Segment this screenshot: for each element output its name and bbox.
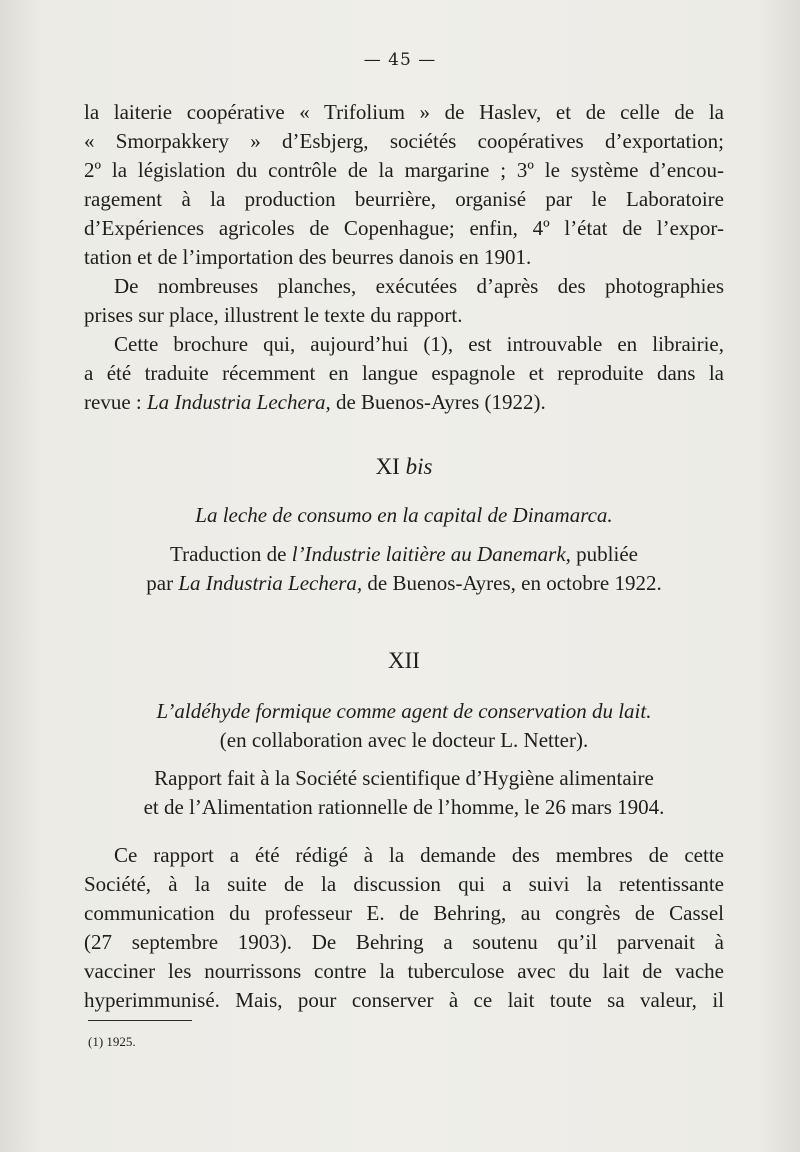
text-line: ragement à la production beurrière, organisé par le Laboratoire (84, 187, 724, 211)
text-fragment: revue : (84, 390, 147, 414)
paragraph-2 (84, 272, 724, 330)
section-title: La leche de consumo en la capital de Dinamarca. (195, 503, 613, 527)
collaboration-line: (en collaboration avec le docteur L. Netter). (219, 728, 589, 752)
text-line: Société, à la suite de la discussion qui a suivi la retentissante (84, 872, 724, 896)
text-line: a été traduite récemment en langue espagnole et reproduite dans la (84, 361, 724, 385)
text-line: De nombreuses planches, exécutées d’après des photographies (114, 274, 724, 298)
section-xi (84, 452, 724, 481)
text-fragment: par (146, 571, 179, 595)
report-line: Rapport fait à la Société scientifique d’Hygiène alimentaire (154, 766, 654, 790)
intro-text (84, 98, 724, 417)
text-line: 2º la législation du contrôle de la margarine ; 3º le système d’encou- (84, 158, 724, 182)
section-xi-subtitle (84, 540, 724, 598)
section-suffix: bis (405, 454, 433, 479)
text-line: la laiterie coopérative « Trifolium » de Haslev, et de celle de la (84, 100, 724, 124)
footnote-rule (88, 1020, 192, 1021)
text-line: Cette brochure qui, aujourd’hui (1), est introuvable en librairie, (114, 332, 724, 356)
section-xii (84, 646, 724, 675)
report-line: et de l’Alimentation rationnelle de l’homme, le 26 mars 1904. (143, 795, 665, 819)
paragraph-1 (84, 98, 724, 272)
text-fragment: de Buenos-Ayres (1922). (330, 390, 546, 414)
text-line: (27 septembre 1903). De Behring a soutenu qu’il parvenait à (84, 930, 724, 954)
section-heading: XII (388, 648, 420, 673)
section-xi-title (84, 501, 724, 530)
text-fragment: publiée (570, 542, 638, 566)
text-line: hyperimmunisé. Mais, pour conserver à ce lait toute sa valeur, il (84, 988, 724, 1012)
section-heading (84, 452, 724, 481)
text-line: tation et de l’importation des beurres danois en 1901. (84, 245, 532, 269)
journal-title: La Industria Lechera, (178, 571, 363, 595)
section-number: XI (375, 454, 406, 479)
text-line: d’Expériences agricoles de Copenhague; enfin, 4º l’état de l’expor- (84, 216, 724, 240)
text-line: « Smorpakkery » d’Esbjerg, sociétés coopératives d’exportation; (84, 129, 724, 153)
section-xii-title (84, 697, 724, 755)
text-fragment: de Buenos-Ayres, en octobre 1922. (362, 571, 662, 595)
report-note (84, 764, 724, 822)
page-number: — 45 — (363, 50, 437, 70)
paragraph-3 (84, 330, 724, 417)
paragraph-4-block (84, 841, 724, 1015)
journal-title: La Industria Lechera, (146, 390, 331, 414)
journal-title: l’Industrie laitière au Danemark, (291, 542, 571, 566)
footnote: (1) 1925. (88, 1034, 136, 1049)
paragraph-4 (84, 841, 724, 1015)
text-line (84, 388, 724, 417)
text-line: communication du professeur E. de Behring, au congrès de Cassel (84, 901, 724, 925)
text-line: vacciner les nourrissons contre la tuberculose avec du lait de vache (84, 959, 724, 983)
text-line: Ce rapport a été rédigé à la demande des membres de cette (114, 843, 724, 867)
section-title: L’aldéhyde formique comme agent de conservation du lait. (156, 699, 652, 723)
text-fragment: Traduction de (170, 542, 292, 566)
text-line: prises sur place, illustrent le texte du rapport. (84, 303, 463, 327)
subtitle-line (84, 540, 724, 569)
subtitle-line (84, 569, 724, 598)
